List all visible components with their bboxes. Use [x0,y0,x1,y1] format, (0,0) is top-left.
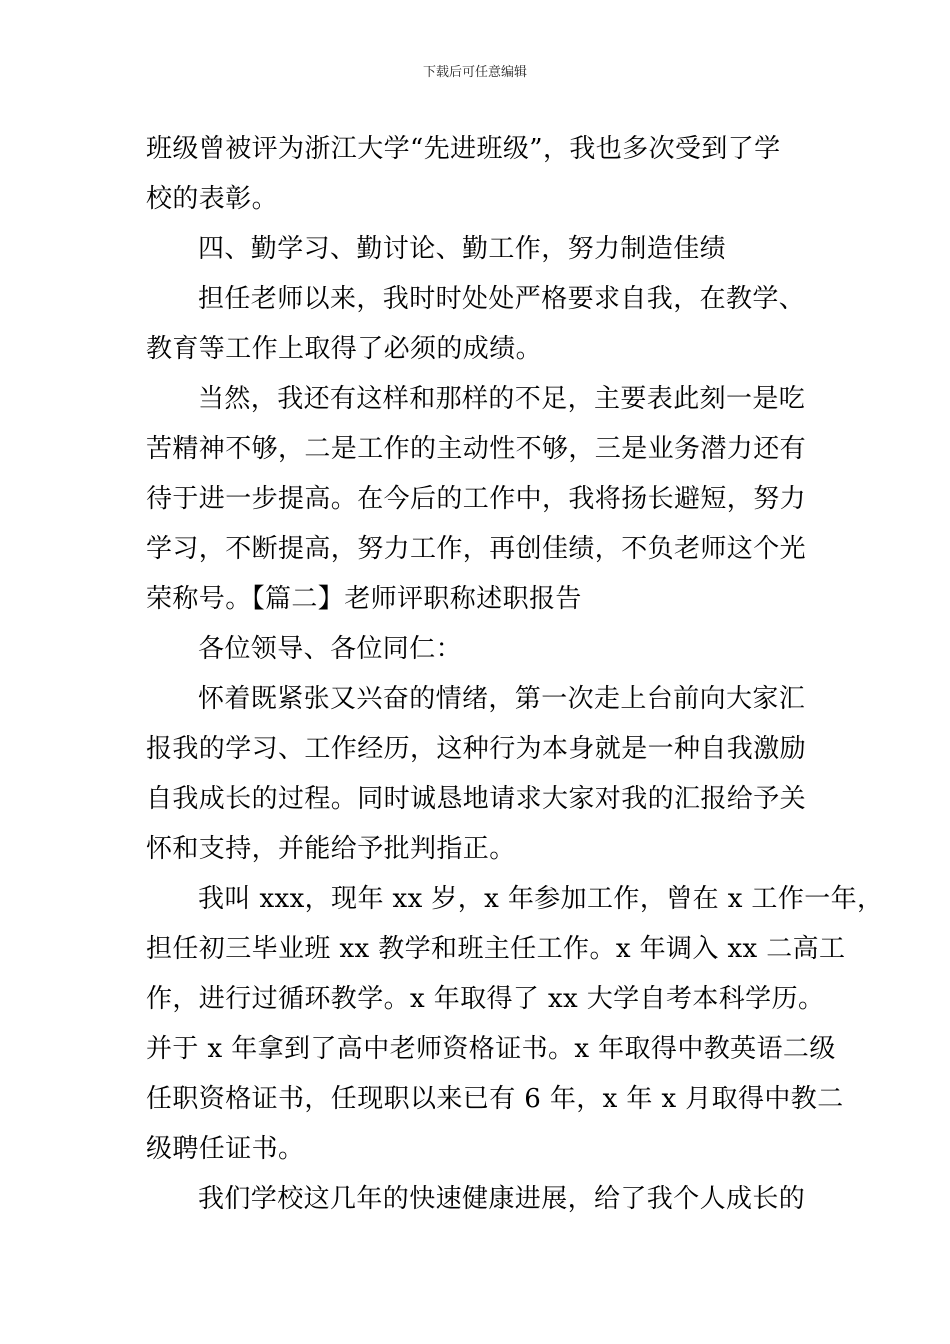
text-line: 教育等工作上取得了必须的成绩。 [146,334,543,364]
text-line: 报我的学习、工作经历，这种行为本身就是一种自我激励 [146,734,807,764]
text-line: 四、勤学习、勤讨论、勤工作，努力制造佳绩 [198,234,727,264]
text-line: 怀和支持，并能给予批判指正。 [146,834,516,864]
document-body [146,124,884,1224]
text-line: 班级曾被评为浙江大学“先进班级”，我也多次受到了学 [146,134,781,164]
text-line: 待于进一步提高。在今后的工作中，我将扬长避短，努力 [146,484,807,514]
text-line: 任职资格证书，任现职以来已有 6 年，x 年 x 月取得中教二 [146,1084,844,1114]
text-line: 荣称号。【篇二】老师评职称述职报告 [146,584,582,614]
text-line: 级聘任证书。 [146,1134,305,1164]
text-line: 当然，我还有这样和那样的不足，主要表此刻一是吃 [198,384,806,414]
text-line: 苦精神不够，二是工作的主动性不够，三是业务潜力还有 [146,434,807,464]
text-line: 各位领导、各位同仁： [198,634,463,664]
text-line: 我叫 xxx，现年 xx 岁，x 年参加工作，曾在 x 工作一年， [198,884,884,914]
page-header: 下载后可任意编辑 [422,65,527,80]
text-line: 学习，不断提高，努力工作，再创佳绩，不负老师这个光 [146,534,807,564]
text-line: 担任老师以来，我时时处处严格要求自我，在教学、 [198,284,806,314]
text-line: 我们学校这几年的快速健康进展，给了我个人成长的 [198,1184,806,1214]
text-line: 担任初三毕业班 xx 教学和班主任工作。x 年调入 xx 二高工 [146,934,846,964]
text-line: 并于 x 年拿到了高中老师资格证书。x 年取得中教英语二级 [146,1034,836,1064]
text-line: 作，进行过循环教学。x 年取得了 xx 大学自考本科学历。 [146,984,825,1014]
text-line: 校的表彰。 [146,184,279,214]
text-line: 自我成长的过程。同时诚恳地请求大家对我的汇报给予关 [146,784,807,814]
text-line: 怀着既紧张又兴奋的情绪，第一次走上台前向大家汇 [198,684,806,714]
